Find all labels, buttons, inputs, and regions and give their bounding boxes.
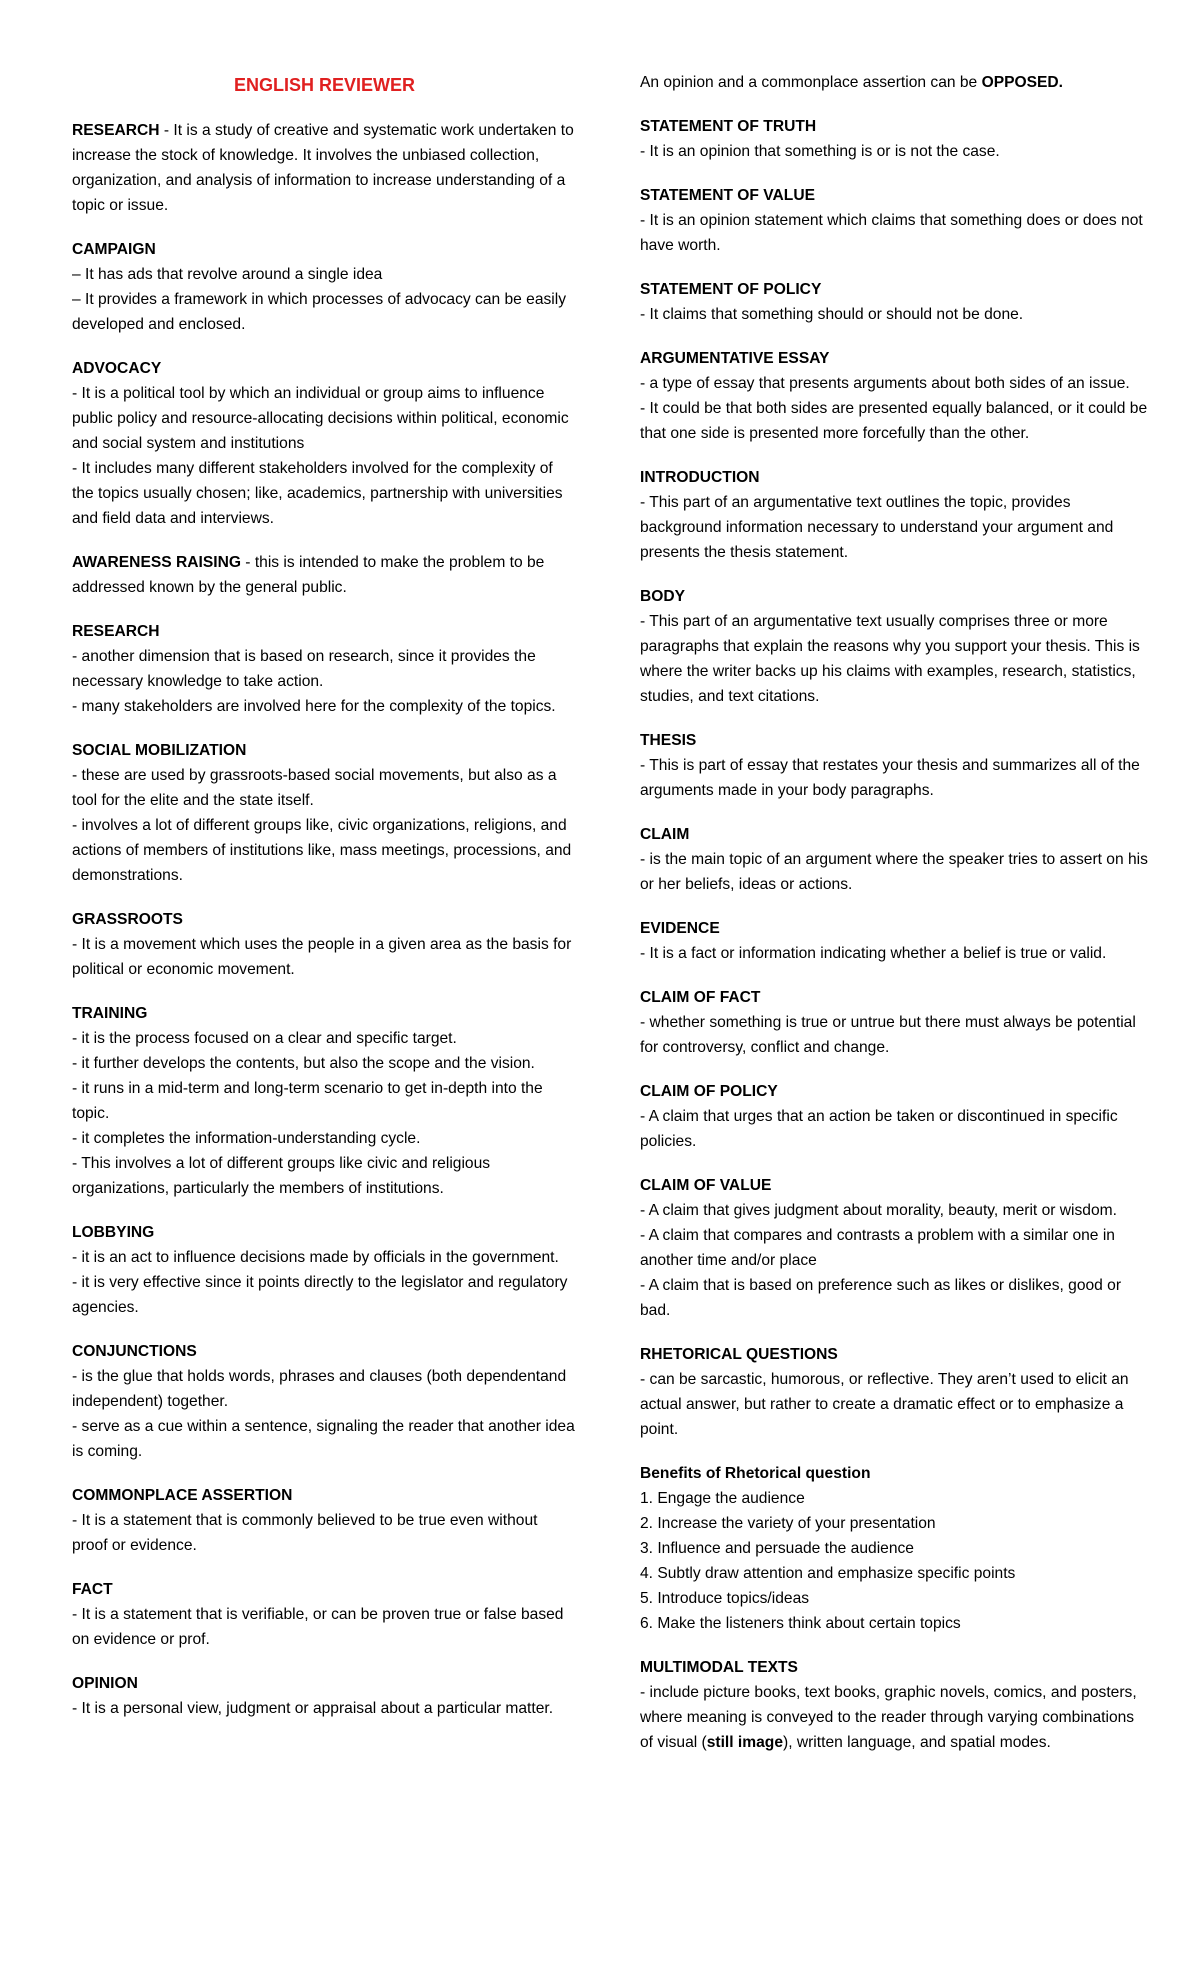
- heading-opinion: OPINION: [72, 1675, 138, 1692]
- section-introduction: [640, 465, 1150, 565]
- multimodal-text-emphasis: still image: [706, 1734, 783, 1751]
- multimodal-texts-line: [640, 1680, 1150, 1755]
- advocacy-line: - It is a political tool by which an individual or group aims to influence public policy and resource-allocating decisions within political, economic and social system and institutions: [72, 385, 569, 452]
- training-line: - This involves a lot of different groups like civic and religious organizations, particularly the members of institutions.: [72, 1155, 491, 1197]
- section-awareness-raising: [72, 550, 577, 600]
- research-line: - many stakeholders are involved here for the complexity of the topics.: [72, 698, 556, 715]
- heading-statement-of-policy: STATEMENT OF POLICY: [640, 281, 822, 298]
- lobbying-line: - it is an act to influence decisions made by officials in the government.: [72, 1249, 559, 1266]
- section-statement-of-value: [640, 183, 1150, 258]
- heading-grassroots: GRASSROOTS: [72, 911, 183, 928]
- campaign-line: – It has ads that revolve around a single idea: [72, 266, 383, 283]
- social-mobilization-line: - involves a lot of different groups like, civic organizations, religions, and actions of members of institutions like, mass meetings, processions, and demonstrations.: [72, 817, 572, 884]
- benefit-item: 2. Increase the variety of your presentation: [640, 1515, 936, 1532]
- opposed-emphasis: OPPOSED.: [981, 74, 1064, 91]
- training-line: - it is the process focused on a clear and specific target.: [72, 1030, 457, 1047]
- training-line: - it further develops the contents, but also the scope and the vision.: [72, 1055, 535, 1072]
- section-training: [72, 1001, 577, 1201]
- argumentative-essay-line: - a type of essay that presents arguments about both sides of an issue.: [640, 375, 1130, 392]
- statement-of-policy-line: - It claims that something should or should not be done.: [640, 306, 1024, 323]
- fact-line: - It is a statement that is verifiable, or can be proven true or false based on evidence or prof.: [72, 1606, 564, 1648]
- conjunctions-line: - is the glue that holds words, phrases and clauses (both dependentand independent) together.: [72, 1368, 567, 1410]
- section-conjunctions: [72, 1339, 577, 1464]
- section-opinion: [72, 1671, 577, 1721]
- advocacy-line: - It includes many different stakeholders involved for the complexity of the topics usually chosen; like, academics, partnership with universities and field data and interviews.: [72, 460, 563, 527]
- section-opposed: [640, 70, 1150, 95]
- claim-of-fact-line: - whether something is true or untrue but there must always be potential for controversy, conflict and change.: [640, 1014, 1136, 1056]
- heading-training: TRAINING: [72, 1005, 148, 1022]
- claim-of-policy-line: - A claim that urges that an action be taken or discontinued in specific policies.: [640, 1108, 1118, 1150]
- left-column: [72, 70, 577, 1740]
- section-research-intro: [72, 118, 577, 218]
- definition-awareness-raising: - this is intended to make the problem to be addressed known by the general public.: [72, 554, 545, 596]
- heading-body: BODY: [640, 588, 686, 605]
- section-benefits-rhetorical: [640, 1461, 1150, 1636]
- grassroots-line: - It is a movement which uses the people in a given area as the basis for political or economic movement.: [72, 936, 572, 978]
- heading-claim: CLAIM: [640, 826, 690, 843]
- heading-rhetorical-questions: RHETORICAL QUESTIONS: [640, 1346, 838, 1363]
- conjunctions-line: - serve as a cue within a sentence, signaling the reader that another idea is coming.: [72, 1418, 575, 1460]
- heading-introduction: INTRODUCTION: [640, 469, 760, 486]
- commonplace-assertion-line: - It is a statement that is commonly believed to be true even without proof or evidence.: [72, 1512, 538, 1554]
- definition-research: - It is a study of creative and systematic work undertaken to increase the stock of knowledge. It involves the unbiased collection, organization, and analysis of information to increase understanding of a topic or issue.: [72, 122, 574, 214]
- heading-benefits-rhetorical: Benefits of Rhetorical question: [640, 1465, 871, 1482]
- heading-advocacy: ADVOCACY: [72, 360, 162, 377]
- heading-claim-of-fact: CLAIM OF FACT: [640, 989, 761, 1006]
- heading-conjunctions: CONJUNCTIONS: [72, 1343, 197, 1360]
- section-research: [72, 619, 577, 719]
- benefit-item: 4. Subtly draw attention and emphasize specific points: [640, 1565, 1016, 1582]
- lobbying-line: - it is very effective since it points directly to the legislator and regulatory agencies.: [72, 1274, 568, 1316]
- section-claim-of-value: [640, 1173, 1150, 1323]
- heading-argumentative-essay: ARGUMENTATIVE ESSAY: [640, 350, 830, 367]
- section-commonplace-assertion: [72, 1483, 577, 1558]
- benefit-item: 5. Introduce topics/ideas: [640, 1590, 810, 1607]
- claim-of-value-line: - A claim that is based on preference such as likes or dislikes, good or bad.: [640, 1277, 1122, 1319]
- section-lobbying: [72, 1220, 577, 1320]
- section-grassroots: [72, 907, 577, 982]
- section-evidence: [640, 916, 1150, 966]
- section-multimodal-texts: [640, 1655, 1150, 1755]
- section-statement-of-policy: [640, 277, 1150, 327]
- heading-evidence: EVIDENCE: [640, 920, 720, 937]
- statement-of-value-line: - It is an opinion statement which claims that something does or does not have worth.: [640, 212, 1143, 254]
- social-mobilization-line: - these are used by grassroots-based social movements, but also as a tool for the elite and the state itself.: [72, 767, 557, 809]
- heading-claim-of-value: CLAIM OF VALUE: [640, 1177, 772, 1194]
- section-rhetorical-questions: [640, 1342, 1150, 1442]
- heading-thesis: THESIS: [640, 732, 697, 749]
- heading-campaign: CAMPAIGN: [72, 241, 156, 258]
- campaign-line: – It provides a framework in which processes of advocacy can be easily developed and enclosed.: [72, 291, 567, 333]
- body-line: - This part of an argumentative text usually comprises three or more paragraphs that explain the reasons why you support your thesis. This is where the writer backs up his claims with examples, research, statistics, studies, and text citations.: [640, 613, 1140, 705]
- claim-of-value-line: - A claim that gives judgment about morality, beauty, merit or wisdom.: [640, 1202, 1117, 1219]
- section-fact: [72, 1577, 577, 1652]
- heading-statement-of-value: STATEMENT OF VALUE: [640, 187, 815, 204]
- section-social-mobilization: [72, 738, 577, 888]
- rhetorical-questions-line: - can be sarcastic, humorous, or reflective. They aren’t used to elicit an actual answer, but rather to create a dramatic effect or to emphasize a point.: [640, 1371, 1129, 1438]
- section-statement-of-truth: [640, 114, 1150, 164]
- training-line: - it runs in a mid-term and long-term scenario to get in-depth into the topic.: [72, 1080, 543, 1122]
- heading-fact: FACT: [72, 1581, 113, 1598]
- research-line: - another dimension that is based on research, since it provides the necessary knowledge to take action.: [72, 648, 536, 690]
- heading-statement-of-truth: STATEMENT OF TRUTH: [640, 118, 817, 135]
- heading-social-mobilization: SOCIAL MOBILIZATION: [72, 742, 247, 759]
- section-claim-of-policy: [640, 1079, 1150, 1154]
- multimodal-text-pre: - include picture books, text books, graphic novels, comics, and posters, where meaning is conveyed to the reader through varying combinations of visual (: [640, 1684, 1137, 1751]
- heading-multimodal-texts: MULTIMODAL TEXTS: [640, 1659, 798, 1676]
- claim-of-value-line: - A claim that compares and contrasts a problem with a similar one in another time and/or place: [640, 1227, 1115, 1269]
- benefit-item: 1. Engage the audience: [640, 1490, 805, 1507]
- multimodal-text-post: ), written language, and spatial modes.: [783, 1734, 1051, 1751]
- opposed-text: An opinion and a commonplace assertion can be: [640, 74, 982, 91]
- term-research: RESEARCH: [72, 122, 160, 139]
- heading-research: RESEARCH: [72, 623, 160, 640]
- opinion-line: - It is a personal view, judgment or appraisal about a particular matter.: [72, 1700, 554, 1717]
- training-line: - it completes the information-understanding cycle.: [72, 1130, 421, 1147]
- thesis-line: - This is part of essay that restates your thesis and summarizes all of the arguments made in your body paragraphs.: [640, 757, 1140, 799]
- heading-commonplace-assertion: COMMONPLACE ASSERTION: [72, 1487, 293, 1504]
- argumentative-essay-line: - It could be that both sides are presented equally balanced, or it could be that one side is presented more forcefully than the other.: [640, 400, 1148, 442]
- section-claim-of-fact: [640, 985, 1150, 1060]
- section-campaign: [72, 237, 577, 337]
- heading-lobbying: LOBBYING: [72, 1224, 155, 1241]
- section-advocacy: [72, 356, 577, 531]
- document-title: ENGLISH REVIEWER: [233, 75, 416, 95]
- benefit-item: 3. Influence and persuade the audience: [640, 1540, 914, 1557]
- term-awareness-raising: AWARENESS RAISING: [72, 554, 241, 571]
- right-column: [640, 70, 1150, 1774]
- claim-line: - is the main topic of an argument where the speaker tries to assert on his or her beliefs, ideas or actions.: [640, 851, 1148, 893]
- section-thesis: [640, 728, 1150, 803]
- introduction-line: - This part of an argumentative text outlines the topic, provides background information necessary to understand your argument and presents the thesis statement.: [640, 494, 1114, 561]
- section-claim: [640, 822, 1150, 897]
- section-argumentative-essay: [640, 346, 1150, 446]
- heading-claim-of-policy: CLAIM OF POLICY: [640, 1083, 778, 1100]
- statement-of-truth-line: - It is an opinion that something is or is not the case.: [640, 143, 1000, 160]
- section-body: [640, 584, 1150, 709]
- evidence-line: - It is a fact or information indicating whether a belief is true or valid.: [640, 945, 1107, 962]
- benefit-item: 6. Make the listeners think about certain topics: [640, 1615, 961, 1632]
